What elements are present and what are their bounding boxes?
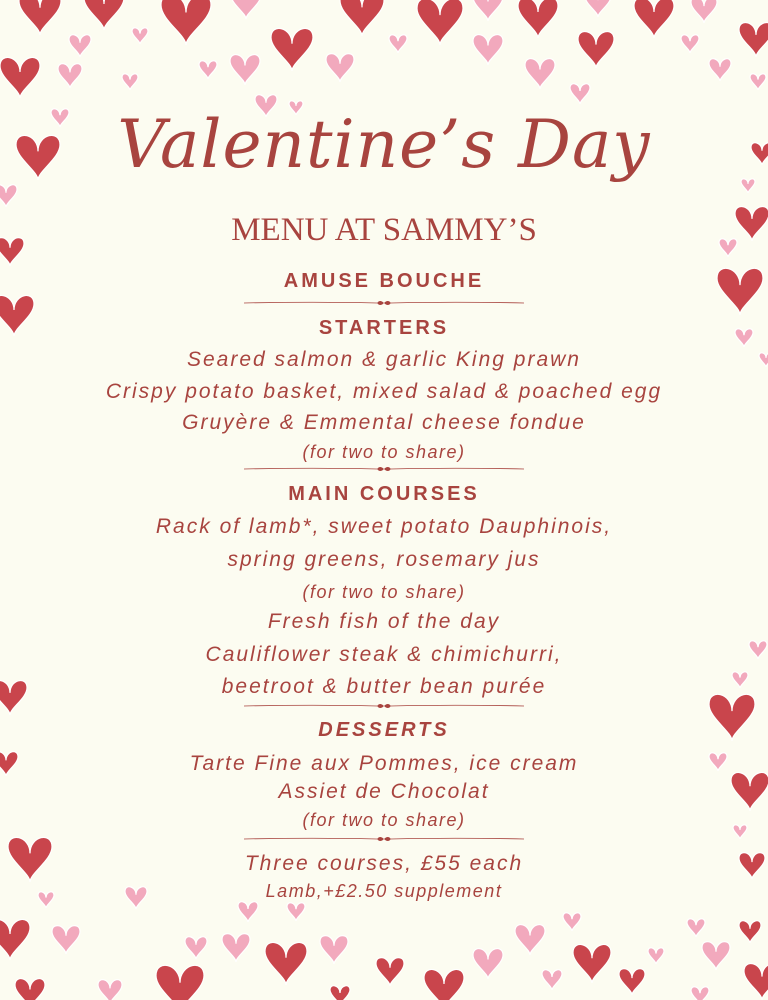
section-heading-starters: STARTERS	[318, 317, 450, 339]
menu-item: Fresh fish of the day	[267, 610, 501, 633]
section-heading-main-courses: MAIN COURSES	[288, 483, 480, 505]
share-note: (for two to share)	[302, 582, 466, 602]
menu-title: Valentine’s Day	[117, 106, 651, 183]
menu-item: spring greens, rosemary jus	[227, 548, 541, 571]
ornament-divider	[244, 834, 524, 844]
menu-item: Rack of lamb*, sweet potato Dauphinois,	[155, 515, 613, 538]
menu-subtitle: MENU AT SAMMY’S	[231, 212, 537, 248]
ornament-divider	[244, 701, 524, 711]
share-note: (for two to share)	[302, 810, 466, 830]
menu-item: Crispy potato basket, mixed salad & poached egg	[105, 380, 663, 403]
menu-item: Tarte Fine aux Pommes, ice cream	[189, 752, 579, 775]
price-line: Three courses, £55 each	[244, 852, 524, 875]
menu-item: beetroot & butter bean purée	[221, 675, 547, 698]
menu-item: Gruyère & Emmental cheese fondue	[182, 411, 586, 434]
ornament-divider	[244, 464, 524, 474]
supplement-line: Lamb,+£2.50 supplement	[265, 881, 503, 901]
ornament-divider	[244, 298, 524, 308]
share-note: (for two to share)	[302, 442, 466, 462]
menu-item: Cauliflower steak & chimichurri,	[205, 643, 563, 666]
section-heading-amuse-bouche: AMUSE BOUCHE	[283, 270, 485, 292]
menu-item: Seared salmon & garlic King prawn	[186, 348, 581, 371]
section-heading-desserts: DESSERTS	[318, 719, 450, 741]
menu-item: Assiet de Chocolat	[278, 780, 490, 803]
